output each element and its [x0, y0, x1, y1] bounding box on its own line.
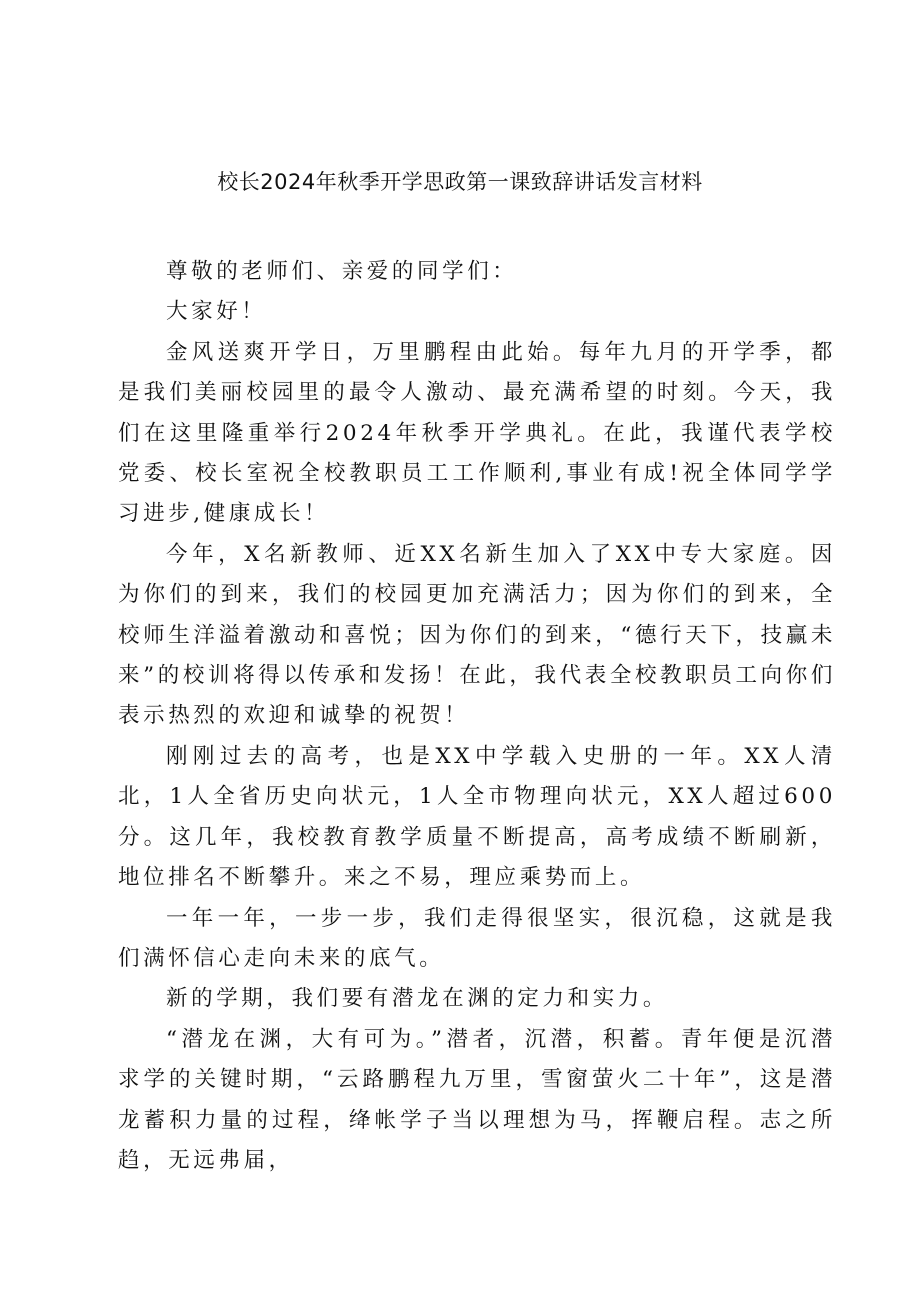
document-body [118, 252, 836, 1181]
document-title: 校长2024年秋季开学思政第一课致辞讲话发言材料 [217, 170, 703, 194]
paragraph-opening: 金风送爽开学日，万里鹏程由此始。每年九月的开学季，都是我们美丽校园里的最令人激动、最充满希望的时刻。今天，我们在这里隆重举行2024年秋季开学典礼。在此，我谨代表学校党委、校长室祝全校教职员工工作顺利,事业有成!祝全体同学学习进步,健康成长！ [118, 339, 836, 527]
paragraph-welcome: 今年，X名新教师、近XX名新生加入了XX中专大家庭。因为你们的到来，我们的校园更加充满活力；因为你们的到来，全校师生洋溢着激动和喜悦；因为你们的到来，“德行天下，技赢未来”的校训将得以传承和发扬！在此，我代表全校教职员工向你们表示热烈的欢迎和诚挚的祝贺！ [118, 541, 836, 729]
paragraph-confidence: 一年一年，一步一步，我们走得很坚实，很沉稳，这就是我们满怀信心走向未来的底气。 [118, 905, 836, 971]
paragraph-new-semester: 新的学期，我们要有潜龙在渊的定力和实力。 [166, 986, 669, 1012]
salutation: 尊敬的老师们、亲爱的同学们： [166, 259, 518, 284]
paragraph-hidden-dragon: “潜龙在渊，大有可为。”潜者，沉潜，积蓄。青年便是沉潜求学的关键时期，“云路鹏程九万里，雪窗萤火二十年”，这是潜龙蓄积力量的过程，绛帐学子当以理想为马，挥鞭启程。志之所趋，无远弗届， [118, 1026, 836, 1173]
paragraph-exam-results: 刚刚过去的高考，也是XX中学载入史册的一年。XX人清北，1人全省历史向状元，1人全市物理向状元，XX人超过600分。这几年，我校教育教学质量不断提高，高考成绩不断刷新，地位排名不断攀升。来之不易，理应乘势而上。 [118, 743, 836, 891]
greeting: 大家好！ [166, 299, 267, 325]
